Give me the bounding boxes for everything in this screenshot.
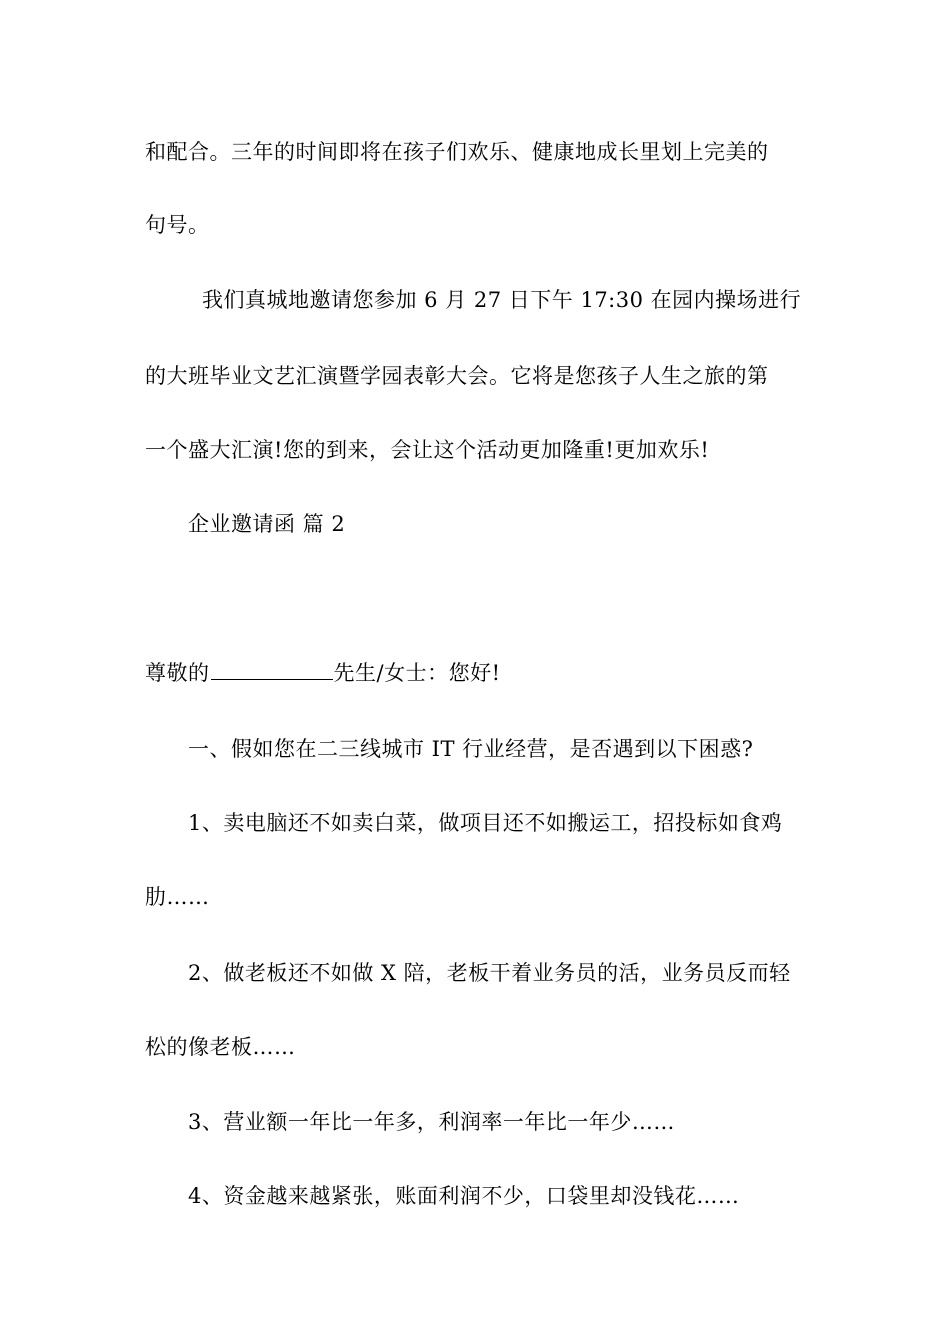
paragraph2-line3: 一个盛大汇演!您的到来，会让这个活动更加隆重!更加欢乐!	[145, 438, 710, 462]
salutation	[145, 658, 501, 688]
paragraph2-line2: 的大班毕业文艺汇演暨学园表彰大会。它将是您孩子人生之旅的第	[145, 364, 769, 388]
paragraph1-line2: 句号。	[145, 213, 210, 237]
paragraph1-line1: 和配合。三年的时间即将在孩子们欢乐、健康地成长里划上完美的	[145, 140, 769, 164]
salutation-prefix: 尊敬的	[145, 661, 210, 685]
item2-line1: 2、做老板还不如做 X 陪，老板干着业务员的活，业务员反而轻	[188, 961, 791, 985]
item1-line2: 肋……	[145, 885, 210, 909]
question-intro: 一、假如您在二三线城市 IT 行业经营，是否遇到以下困惑?	[188, 737, 754, 761]
item1-line1: 1、卖电脑还不如卖白菜，做项目还不如搬运工，招投标如食鸡	[188, 811, 783, 835]
item4: 4、资金越来越紧张，账面利润不少，口袋里却没钱花……	[188, 1184, 740, 1208]
salutation-suffix: 先生/女士：您好!	[333, 661, 501, 685]
item2-line2: 松的像老板……	[145, 1035, 296, 1059]
section-heading: 企业邀请函 篇 2	[188, 512, 346, 536]
name-blank	[211, 659, 333, 680]
item3: 3、营业额一年比一年多，利润率一年比一年少……	[188, 1110, 675, 1134]
paragraph2-line1: 我们真城地邀请您参加 6 月 27 日下午 17:30 在园内操场进行	[202, 288, 802, 312]
